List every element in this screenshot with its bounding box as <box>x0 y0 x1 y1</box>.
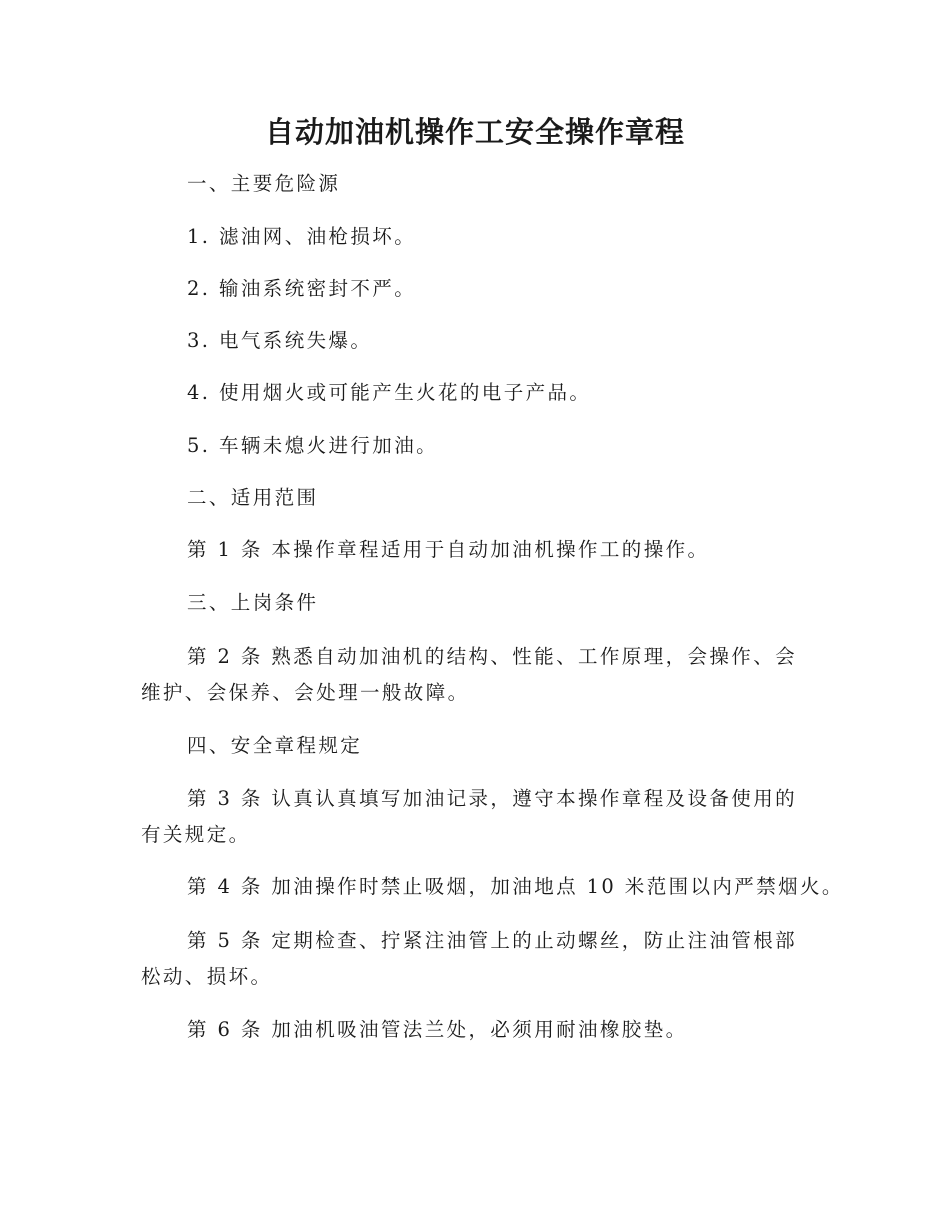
section-heading-hazards: 一、主要危险源 <box>187 172 341 195</box>
hazard-item-5: 5. 车辆未熄火进行加油。 <box>187 434 439 457</box>
document-title: 自动加油机操作工安全操作章程 <box>264 115 685 149</box>
article-1: 第 1 条 本操作章程适用于自动加油机操作工的操作。 <box>187 538 710 561</box>
article-5: 第 5 条 定期检查、拧紧注油管上的止动螺丝，防止注油管根部松动、损坏。 <box>141 929 798 988</box>
section-heading-safety-rules: 四、安全章程规定 <box>187 734 363 757</box>
section-heading-requirements: 三、上岗条件 <box>187 591 319 614</box>
article-4: 第 4 条 加油操作时禁止吸烟，加油地点 10 米范围以内严禁烟火。 <box>187 875 844 898</box>
hazard-item-3: 3. 电气系统失爆。 <box>187 329 373 352</box>
hazard-item-4: 4. 使用烟火或可能产生火花的电子产品。 <box>187 381 592 404</box>
article-2: 第 2 条 熟悉自动加油机的结构、性能、工作原理，会操作、会维护、会保养、会处理一般故障。 <box>141 645 798 704</box>
article-6: 第 6 条 加油机吸油管法兰处，必须用耐油橡胶垫。 <box>187 1018 688 1041</box>
section-heading-scope: 二、适用范围 <box>187 486 319 509</box>
hazard-item-1: 1. 滤油网、油枪损坏。 <box>187 225 417 248</box>
hazard-item-2: 2. 输油系统密封不严。 <box>187 277 417 300</box>
article-3: 第 3 条 认真认真填写加油记录，遵守本操作章程及设备使用的有关规定。 <box>141 787 798 846</box>
